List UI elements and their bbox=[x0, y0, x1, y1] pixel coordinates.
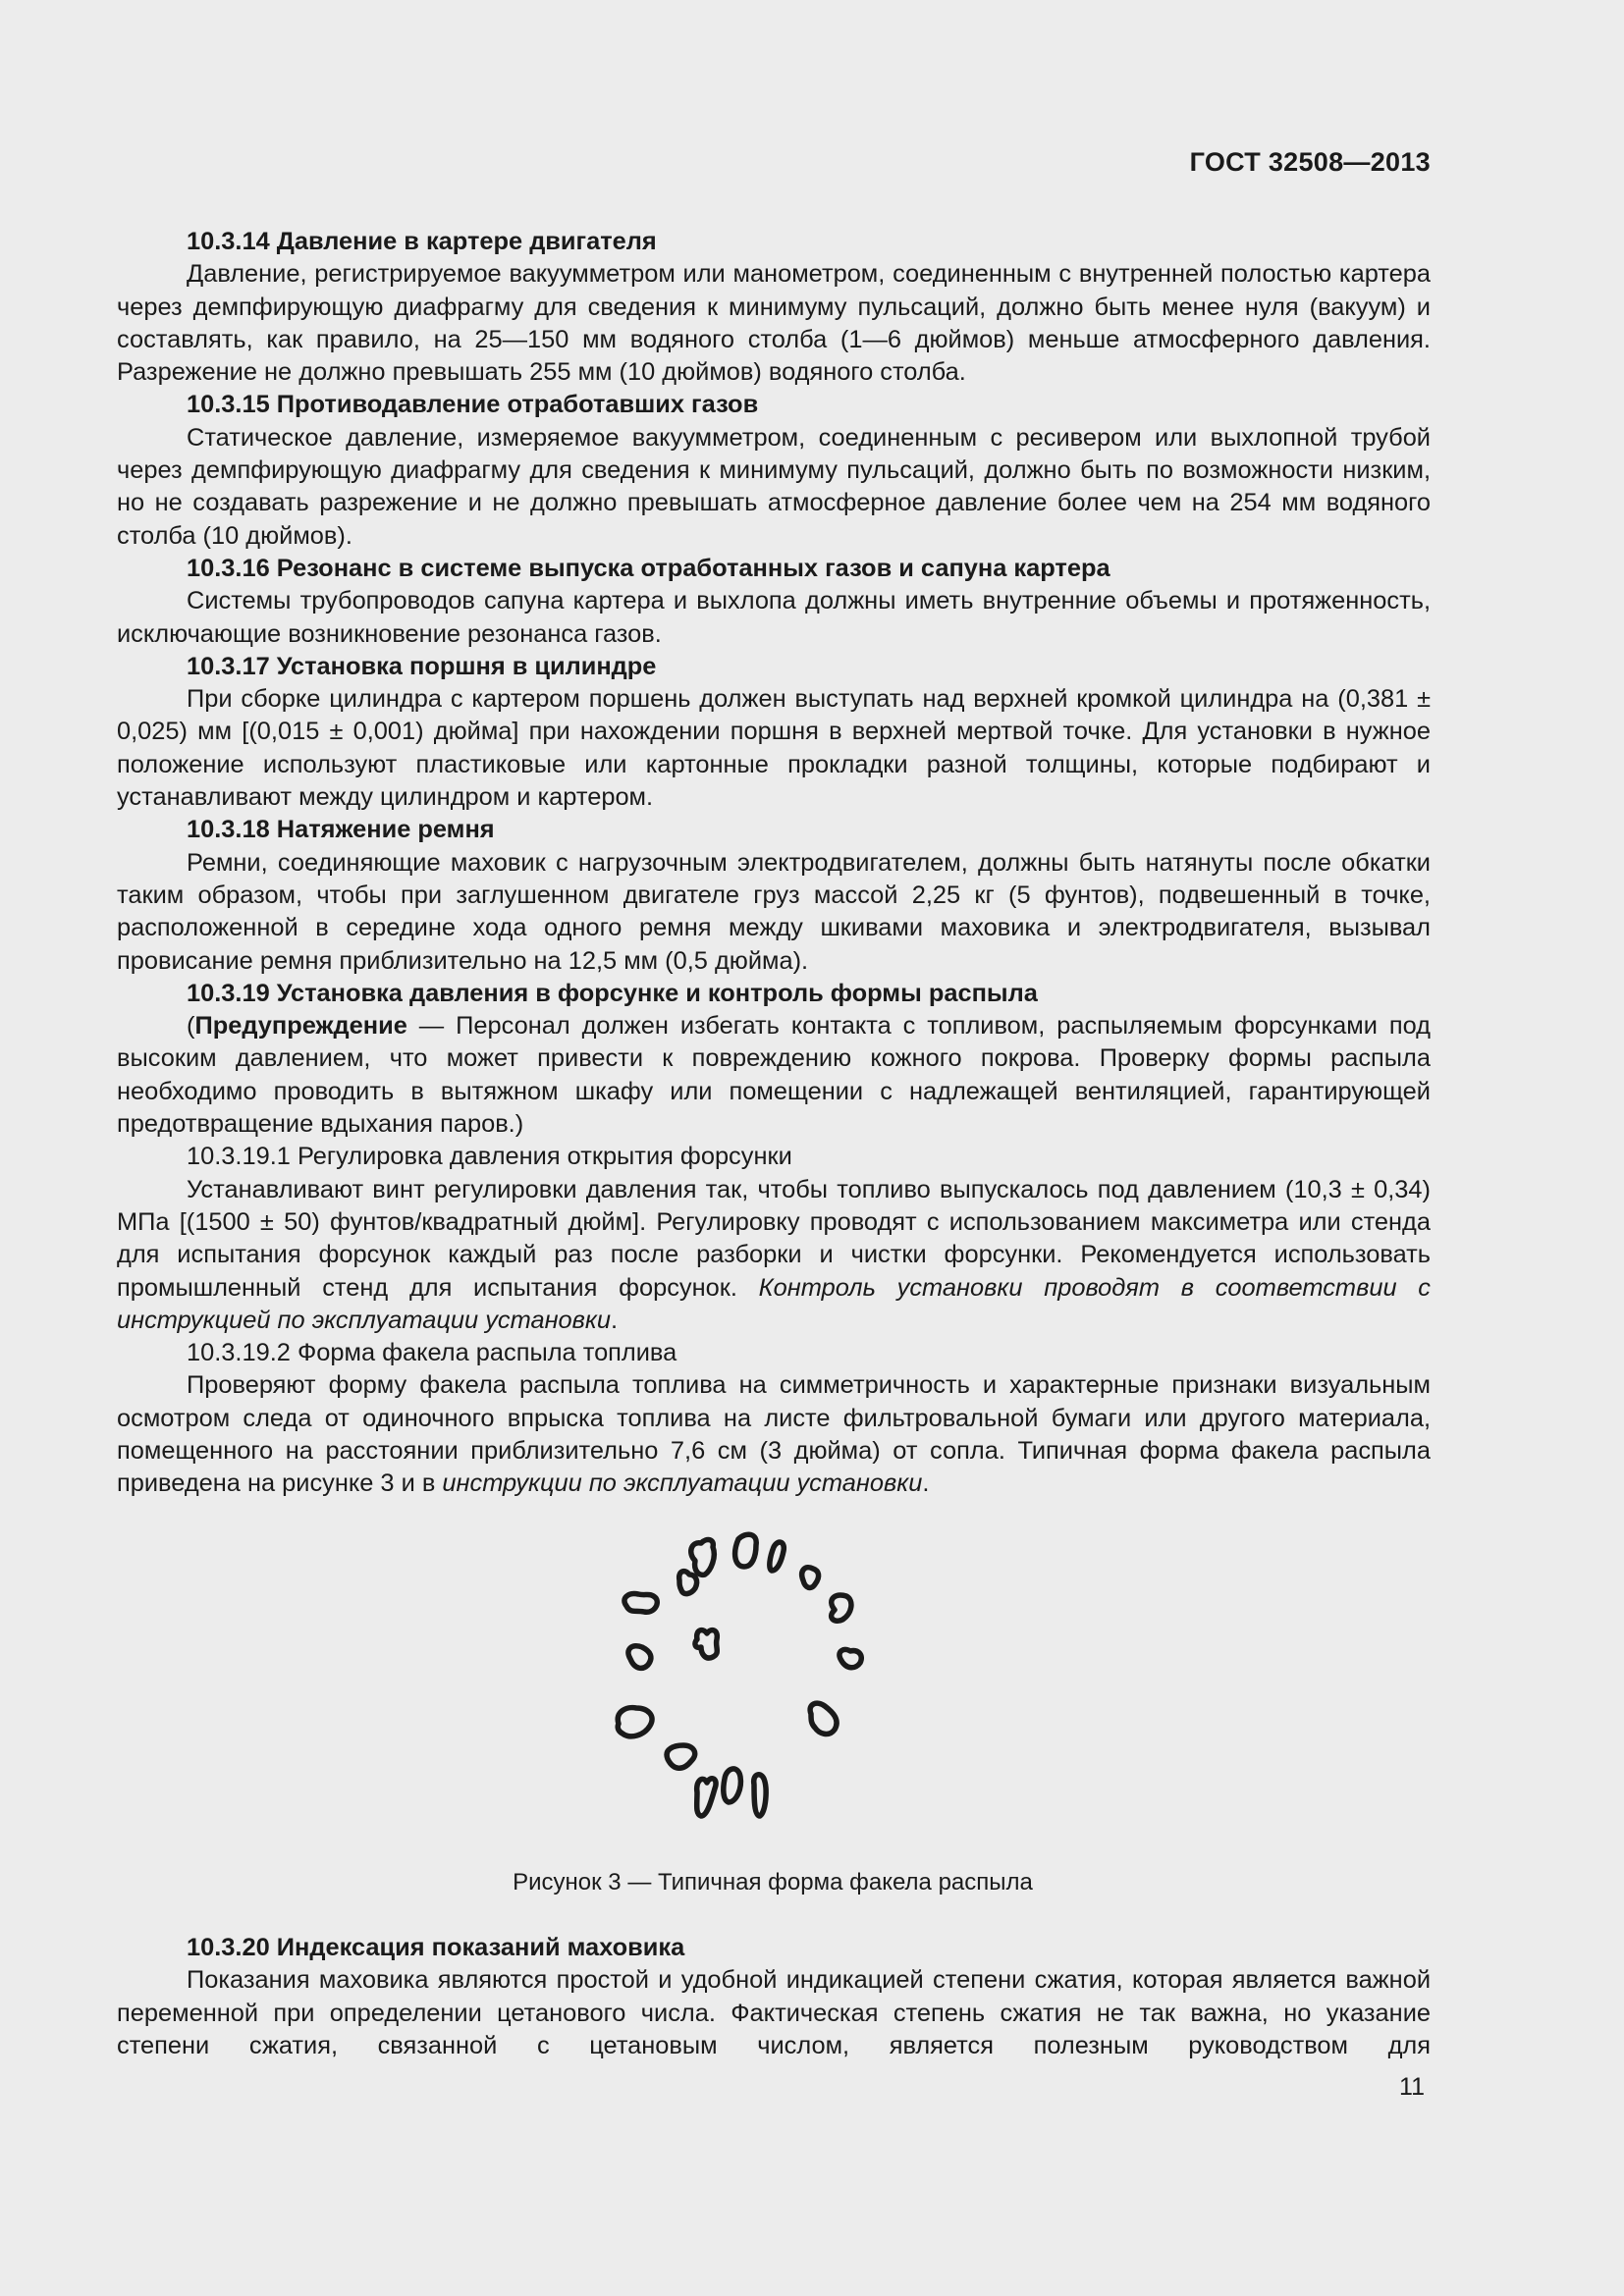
section-text: При сборке цилиндра с картером поршень должен выступать над верхней кромкой цилиндра на (0,381 ± 0,025) мм [(0,015 ± 0,001) дюйма] при нахождении поршня в верхней мертвой точке. Для установки в нужное положение используют пластиковые или картонные прокладки разной толщины, которые подбирают и устанавливают между цилиндром и картером. bbox=[117, 685, 1431, 812]
warning-paragraph bbox=[117, 1010, 1431, 1141]
spray-droplet bbox=[695, 1630, 717, 1658]
section-text bbox=[117, 1174, 1431, 1337]
page-number: 11 bbox=[1399, 2073, 1425, 2101]
spray-droplet bbox=[628, 1646, 651, 1669]
section-heading: 10.3.16 Резонанс в системе выпуска отработанных газов и сапуна картера bbox=[187, 554, 1110, 582]
spray-droplet bbox=[802, 1568, 819, 1588]
spray-droplet bbox=[618, 1708, 652, 1736]
section-text: Системы трубопроводов сапуна картера и выхлопа должны иметь внутренние объемы и протяженность, исключающие возникновение резонанса газов. bbox=[117, 587, 1431, 648]
warning-text: — Персонал должен избегать контакта с топливом, распыляемым форсунками под высоким давлением, что может привести к повреждению кожного покрова. Проверку формы распыла необходимо проводить в вытяжном шкафу или помещении с надлежащей вентиляцией, гарантирующей предотвращение вдыхания паров.) bbox=[117, 1012, 1431, 1139]
warning-open-paren: ( bbox=[187, 1012, 195, 1041]
section-heading: 10.3.19 Установка давления в форсунке и контроль формы распыла bbox=[187, 979, 1038, 1007]
warning-label: Предупреждение bbox=[194, 1012, 407, 1041]
italic-reference: инструкции по эксплуатации установки bbox=[442, 1469, 923, 1498]
text-end: . bbox=[611, 1306, 619, 1334]
section-heading: 10.3.14 Давление в картере двигателя bbox=[187, 228, 657, 255]
section-text: Давление, регистрируемое вакуумметром или манометром, соединенным с внутренней полостью картера через демпфирующую диафрагму для сведения к минимуму пульсаций, должно быть менее нуля (вакуум) и составлять, как правило, на 25—150 мм водяного столба (1—6 дюймов) меньше атмосферного давления. Разрежение не должно превышать 255 мм (10 дюймов) водяного столба. bbox=[117, 260, 1431, 387]
section-heading: 10.3.20 Индексация показаний маховика bbox=[187, 1934, 685, 1961]
section-heading: 10.3.17 Установка поршня в цилиндре bbox=[187, 652, 657, 680]
section-text: Ремни, соединяющие маховик с нагрузочным электродвигателем, должны быть натянуты после обкатки таким образом, чтобы при заглушенном двигателе груз массой 2,25 кг (5 фунтов), подвешенный в точке, расположенной в середине хода одного ремня между шкивами маховика и электродвигателя, вызывал провисание ремня приблизительно на 12,5 мм (0,5 дюйма). bbox=[117, 848, 1431, 975]
standard-header: ГОСТ 32508—2013 bbox=[1189, 147, 1431, 177]
section-heading: 10.3.15 Противодавление отработавших газов bbox=[187, 391, 759, 419]
spray-droplet bbox=[667, 1745, 695, 1768]
section-text bbox=[117, 1369, 1431, 1500]
spray-droplet bbox=[754, 1775, 766, 1816]
text-run: Проверяют форму факела распыла топлива на симметричность и характерные признаки визуальным осмотром следа от одиночного впрыска топлива на листе фильтровальной бумаги или другого материала, помещенного на расстоянии приблизительно 7,6 см (3 дюйма) от сопла. Типичная форма факела распыла приведена на рисунке 3 и в bbox=[117, 1371, 1431, 1498]
section-heading: 10.3.18 Натяжение ремня bbox=[187, 816, 495, 844]
spray-droplet bbox=[679, 1572, 697, 1594]
subsection-heading: 10.3.19.2 Форма факела распыла топлива bbox=[187, 1339, 677, 1367]
document-body bbox=[117, 226, 1431, 1501]
spray-droplet bbox=[810, 1703, 837, 1734]
spray-droplet bbox=[724, 1769, 741, 1802]
document-body-continued bbox=[117, 1932, 1431, 2062]
figure-caption: Рисунок 3 — Типичная форма факела распыла bbox=[513, 1869, 1033, 1896]
spray-droplet bbox=[735, 1534, 757, 1567]
section-text: Статическое давление, измеряемое вакуумметром, соединенным с ресивером или выхлопной трубой через демпфирующую диафрагму для сведения к минимуму пульсаций, должно быть по возможности низким, но не создавать разрежение и не должно превышать атмосферное давление более чем на 254 мм водяного столба (10 дюймов). bbox=[117, 423, 1431, 550]
spray-droplet bbox=[624, 1594, 657, 1613]
spray-droplet bbox=[839, 1649, 861, 1667]
spray-droplet bbox=[691, 1540, 715, 1575]
spray-droplet bbox=[832, 1595, 851, 1621]
subsection-heading: 10.3.19.1 Регулировка давления открытия форсунки bbox=[187, 1143, 792, 1171]
section-text: Показания маховика являются простой и удобной индикацией степени сжатия, которая является важной переменной при определении цетанового числа. Фактическая степень сжатия не так важна, но указание степени сжатия, связанной с цетановым числом, является полезным руководством для bbox=[117, 1966, 1431, 2059]
text-run: Устанавливают винт регулировки давления так, чтобы топливо выпускалось под давлением (10,3 ± 0,34) МПа [(1500 ± 50) фунтов/квадратный дюйм]. Регулировку проводят с использованием максиметра или стенда для испытания форсунок каждый раз после разборки и чистки форсунки. Рекомендуется использовать промышленный стенд для испытания форсунок. bbox=[117, 1175, 1431, 1302]
spray-pattern-figure bbox=[609, 1531, 943, 1836]
italic-reference: Контроль установки проводят в соответствии с инструкцией по эксплуатации установки bbox=[117, 1273, 1431, 1334]
spray-droplet bbox=[697, 1779, 716, 1816]
text-end: . bbox=[922, 1469, 930, 1498]
spray-droplet bbox=[770, 1542, 784, 1571]
